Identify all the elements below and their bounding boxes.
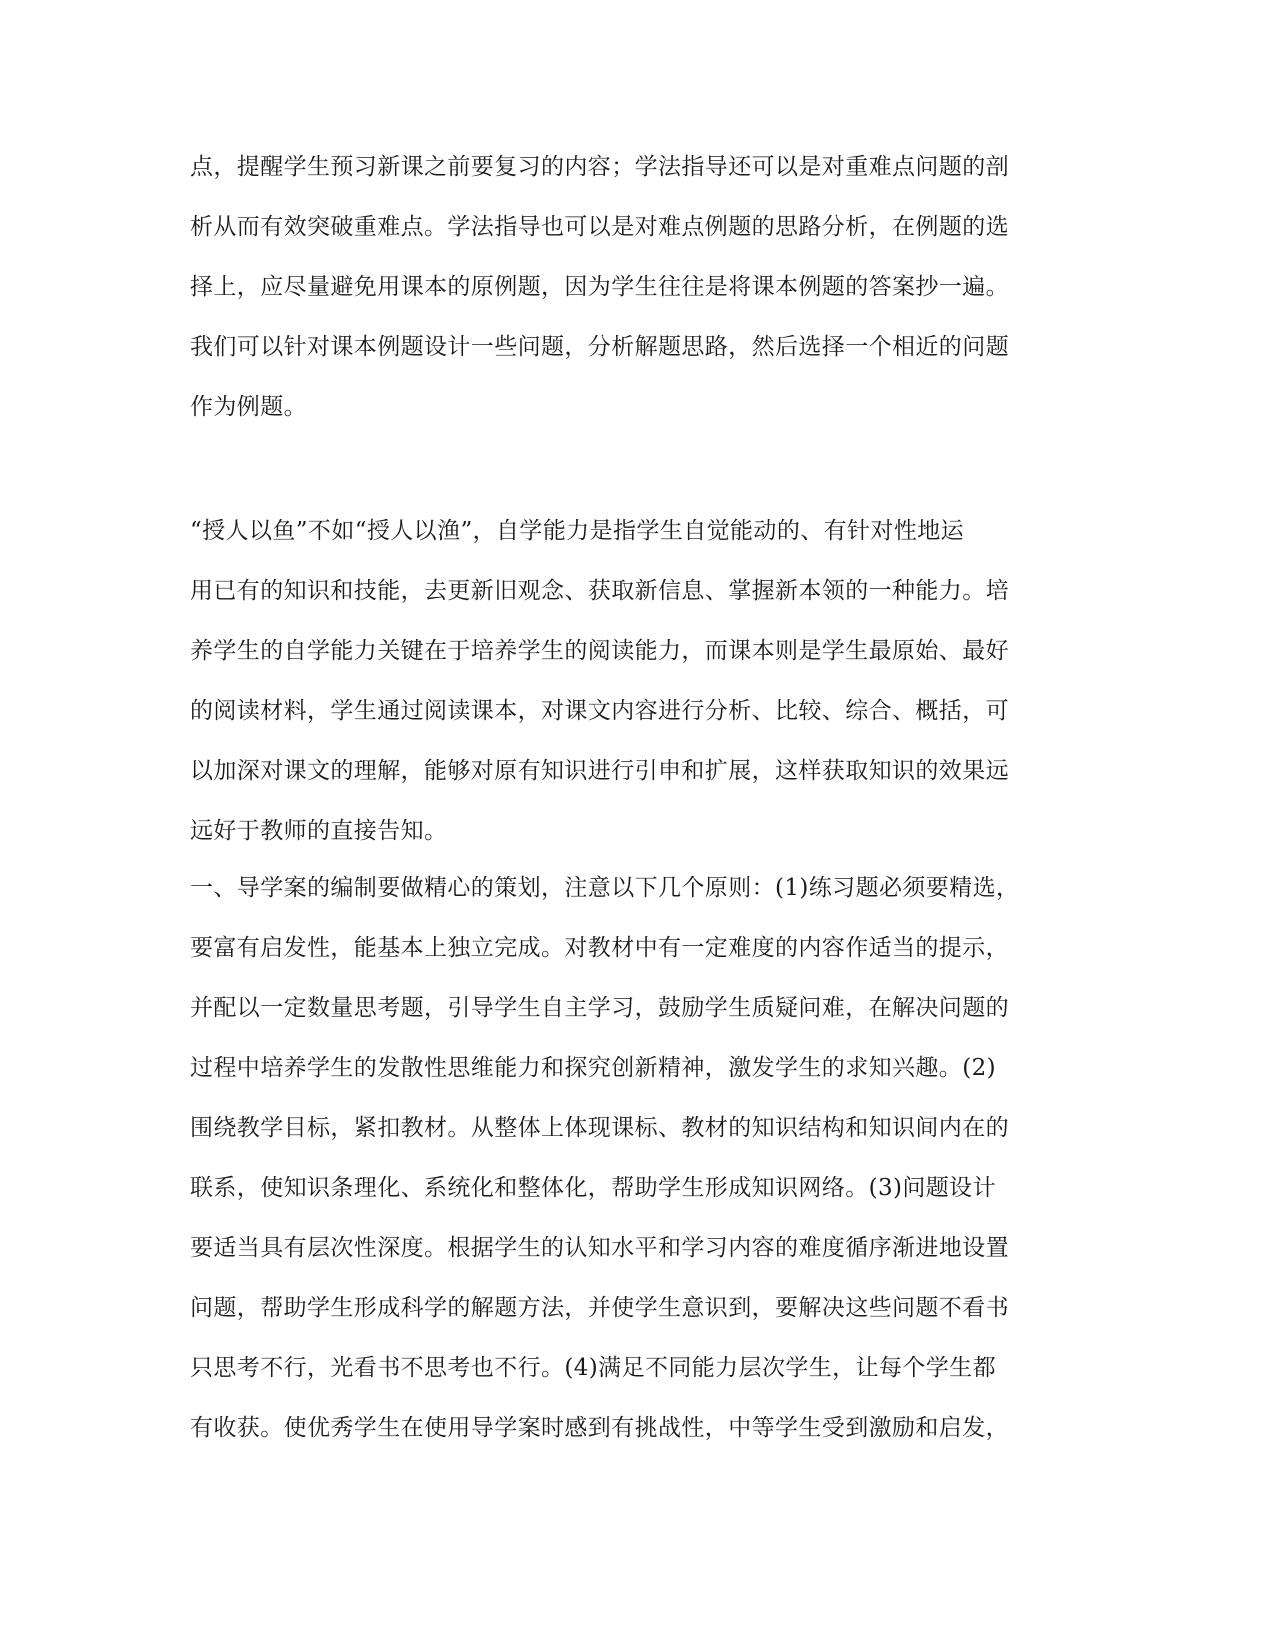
text-line: 过程中培养学生的发散性思维能力和探究创新精神，激发学生的求知兴趣。(2) — [190, 1055, 996, 1081]
text-line: 远好于教师的直接告知。 — [190, 818, 448, 844]
text-line: 联系，使知识条理化、系统化和整体化，帮助学生形成知识网络。(3)问题设计 — [190, 1175, 996, 1201]
text-line: 养学生的自学能力关键在于培养学生的阅读能力，而课本则是学生最原始、最好 — [190, 638, 1009, 664]
text-line: 要适当具有层次性深度。根据学生的认知水平和学习内容的难度循序渐进地设置 — [190, 1235, 1009, 1261]
text-line: 并配以一定数量思考题，引导学生自主学习，鼓励学生质疑问难，在解决问题的 — [190, 995, 1009, 1021]
text-line: 析从而有效突破重难点。学法指导也可以是对难点例题的思路分析，在例题的选 — [190, 214, 1009, 240]
text-line: 一、导学案的编制要做精心的策划，注意以下几个原则：(1)练习题必须要精选， — [190, 875, 1020, 901]
text-line: 围绕教学目标，紧扣教材。从整体上体现课标、教材的知识结构和知识间内在的 — [190, 1115, 1009, 1141]
text-line: 点，提醒学生预习新课之前要复习的内容；学法指导还可以是对重难点问题的剖 — [190, 154, 1009, 180]
text-line: 以加深对课文的理解，能够对原有知识进行引申和扩展，这样获取知识的效果远 — [190, 758, 1009, 784]
text-line: 作为例题。 — [190, 394, 307, 420]
text-line: 的阅读材料，学生通过阅读课本，对课文内容进行分析、比较、综合、概括，可 — [190, 698, 1009, 724]
text-line: “授人以鱼”不如“授人以渔”，自学能力是指学生自觉能动的、有针对性地运 — [190, 518, 965, 544]
text-line: 有收获。使优秀学生在使用导学案时感到有挑战性，中等学生受到激励和启发， — [190, 1415, 1009, 1441]
text-line: 择上，应尽量避免用课本的原例题，因为学生往往是将课本例题的答案抄一遍。 — [190, 274, 1009, 300]
text-line: 只思考不行，光看书不思考也不行。(4)满足不同能力层次学生，让每个学生都 — [190, 1355, 996, 1381]
text-line: 要富有启发性，能基本上独立完成。对教材中有一定难度的内容作适当的提示， — [190, 935, 1009, 961]
text-line: 用已有的知识和技能，去更新旧观念、获取新信息、掌握新本领的一种能力。培 — [190, 578, 1009, 604]
text-line: 问题，帮助学生形成科学的解题方法，并使学生意识到，要解决这些问题不看书 — [190, 1295, 1009, 1321]
text-line: 我们可以针对课本例题设计一些问题，分析解题思路，然后选择一个相近的问题 — [190, 334, 1009, 360]
